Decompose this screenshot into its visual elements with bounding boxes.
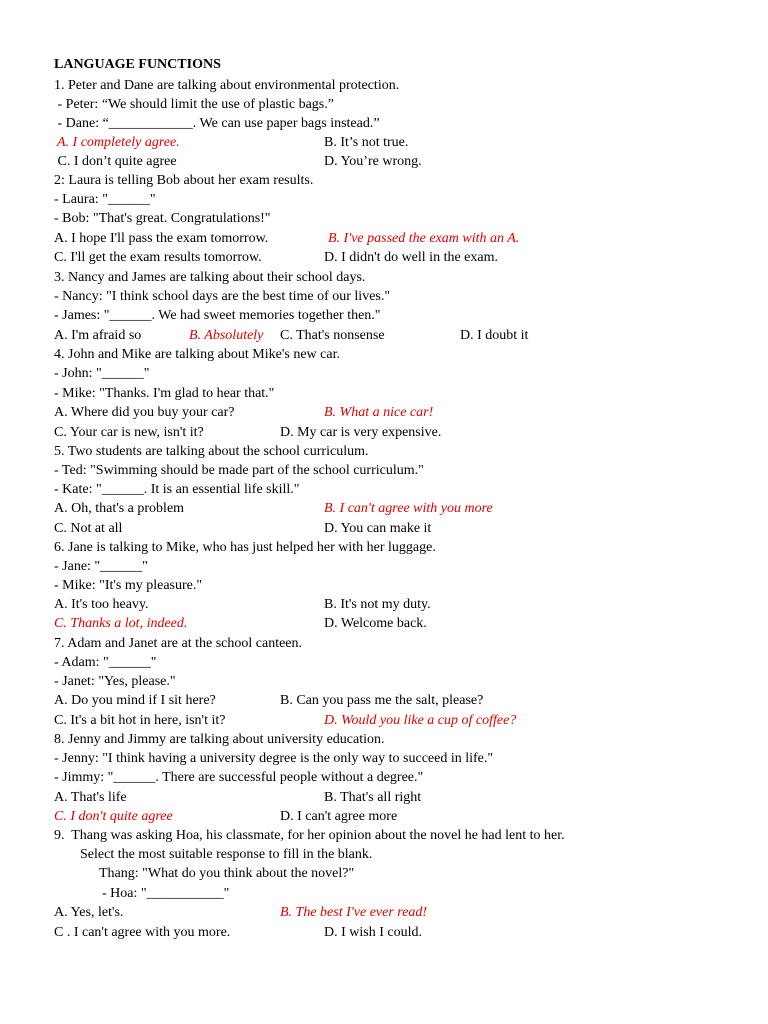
question-6-option-d: D. Welcome back. [324, 616, 427, 631]
question-1-option-a: A. I completely agree. [57, 135, 180, 150]
question-3-stem: 3. Nancy and James are talking about their school days. [54, 270, 366, 285]
question-8-option-c: C. I don't quite agree [54, 809, 173, 824]
question-4-option-b: B. What a nice car! [324, 405, 434, 420]
question-8-option-b: B. That's all right [324, 790, 422, 805]
question-4-option-d: D. My car is very expensive. [280, 425, 442, 440]
question-3-line-1: - Nancy: "I think school days are the best time of our lives." [54, 289, 391, 304]
question-2-stem: 2: Laura is telling Bob about her exam results. [54, 173, 314, 188]
question-6-option-c: C. Thanks a lot, indeed. [54, 616, 188, 631]
question-7-option-b: B. Can you pass me the salt, please? [280, 693, 484, 708]
question-6-stem: 6. Jane is talking to Mike, who has just helped her with her luggage. [54, 540, 436, 555]
question-5-line-2: - Kate: "______. It is an essential life skill." [54, 482, 300, 497]
question-5-line-1: - Ted: "Swimming should be made part of the school curriculum." [54, 463, 424, 478]
question-8-stem: 8. Jenny and Jimmy are talking about university education. [54, 732, 385, 747]
question-4-line-1: - John: "______" [54, 366, 150, 381]
question-6-option-b: B. It's not my duty. [324, 597, 431, 612]
question-4-stem: 4. John and Mike are talking about Mike's new car. [54, 347, 340, 362]
question-5-option-c: C. Not at all [54, 521, 123, 536]
question-5-option-b: B. I can't agree with you more [324, 501, 493, 516]
question-3-option-a: A. I'm afraid so [54, 328, 142, 343]
question-2-line-1: - Laura: "______" [54, 192, 156, 207]
question-9-option-a: A. Yes, let's. [54, 905, 124, 920]
question-2-option-c: C. I'll get the exam results tomorrow. [54, 250, 262, 265]
question-7-line-1: - Adam: "______" [54, 655, 157, 670]
question-1-line-2: - Dane: “____________. We can use paper bags instead.” [54, 116, 380, 131]
question-6-option-a: A. It's too heavy. [54, 597, 149, 612]
question-3-option-d: D. I doubt it [460, 328, 529, 343]
question-3-option-c: C. That's nonsense [280, 328, 385, 343]
question-4-option-c: C. Your car is new, isn't it? [54, 425, 204, 440]
question-7-line-2: - Janet: "Yes, please." [54, 674, 176, 689]
question-5-option-a: A. Oh, that's a problem [54, 501, 185, 516]
question-7-option-a: A. Do you mind if I sit here? [54, 693, 216, 708]
question-6-line-2: - Mike: "It's my pleasure." [54, 578, 203, 593]
question-5-option-d: D. You can make it [324, 521, 432, 536]
question-7-stem: 7. Adam and Janet are at the school canteen. [54, 636, 303, 651]
question-9-line-3: - Hoa: "___________" [102, 886, 230, 901]
question-1-line-1: - Peter: “We should limit the use of plastic bags.” [54, 97, 334, 112]
question-7-option-c: C. It's a bit hot in here, isn't it? [54, 713, 226, 728]
page-title: LANGUAGE FUNCTIONS [54, 57, 221, 72]
question-4-option-a: A. Where did you buy your car? [54, 405, 235, 420]
question-9-option-d: D. I wish I could. [324, 925, 422, 940]
question-1-option-b: B. It’s not true. [324, 135, 409, 150]
question-9-stem: 9. Thang was asking Hoa, his classmate, for her opinion about the novel he had lent to her. [54, 828, 565, 843]
question-8-option-a: A. That's life [54, 790, 127, 805]
question-7-option-d: D. Would you like a cup of coffee? [324, 713, 517, 728]
question-8-line-1: - Jenny: "I think having a university degree is the only way to succeed in life." [54, 751, 494, 766]
question-2-option-b: B. I've passed the exam with an A. [328, 231, 520, 246]
question-5-stem: 5. Two students are talking about the school curriculum. [54, 444, 369, 459]
question-1-option-c: C. I don’t quite agree [54, 154, 177, 169]
question-1-option-d: D. You’re wrong. [324, 154, 422, 169]
question-9-line-2: Thang: "What do you think about the novel?" [99, 866, 355, 881]
question-3-option-b: B. Absolutely [189, 328, 264, 343]
question-9-line-1: Select the most suitable response to fill in the blank. [80, 847, 373, 862]
question-2-line-2: - Bob: "That's great. Congratulations!" [54, 211, 271, 226]
question-8-line-2: - Jimmy: "______. There are successful people without a degree." [54, 770, 424, 785]
question-2-option-a: A. I hope I'll pass the exam tomorrow. [54, 231, 269, 246]
question-3-line-2: - James: "______. We had sweet memories together then." [54, 308, 381, 323]
question-8-option-d: D. I can't agree more [280, 809, 398, 824]
question-2-option-d: D. I didn't do well in the exam. [324, 250, 498, 265]
question-4-line-2: - Mike: "Thanks. I'm glad to hear that." [54, 386, 275, 401]
question-1-stem: 1. Peter and Dane are talking about environmental protection. [54, 78, 400, 93]
question-9-option-b: B. The best I've ever read! [280, 905, 428, 920]
question-6-line-1: - Jane: "______" [54, 559, 148, 574]
question-9-option-c: C . I can't agree with you more. [54, 925, 231, 940]
